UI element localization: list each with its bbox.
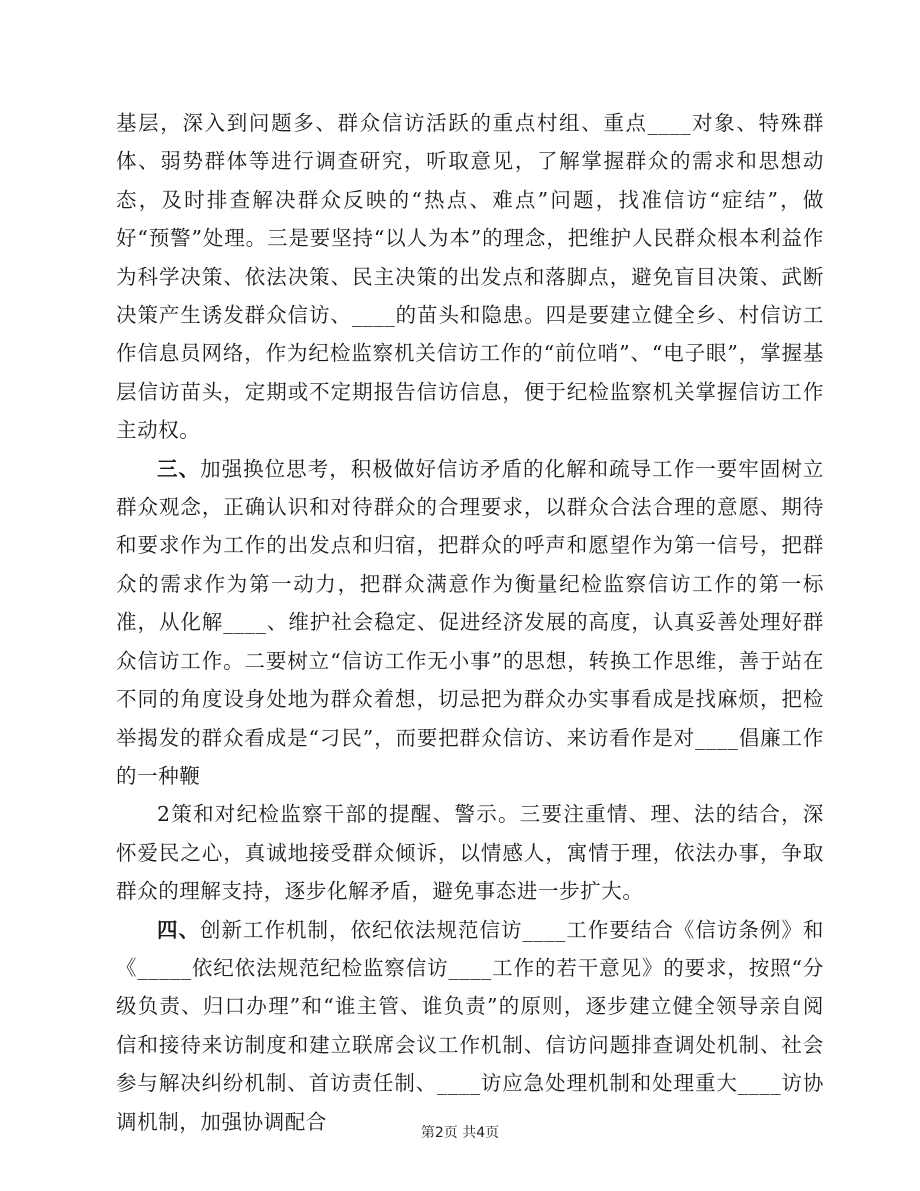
section-number: 三、 <box>157 456 201 481</box>
paragraph-text: 基层，深入到问题多、群众信访活跃的重点村组、重点____对象、特殊群体、弱势群体等进行调查研究，听取意见，了解掌握群众的需求和思想动态，及时排查解决群众反映的“热点、难点”问题，找准信访“症结”，做好“预警”处理。三是要坚持“以人为本”的理念，把维护人民群众根本利益作为科学决策、依法决策、民主决策的出发点和落脚点，避免盲目决策、武断决策产生诱发群众信访、____的苗头和隐患。四是要建立健全乡、村信访工作信息员网络，作为纪检监察机关信访工作的“前位哨”、“电子眼”，掌握基层信访苗头，定期或不定期报告信访信息，便于纪检监察机关掌握信访工作主动权。 <box>116 111 824 443</box>
paragraph-section-four <box>116 911 824 1141</box>
section-number: 四、 <box>157 917 201 942</box>
paragraph-section-three <box>116 450 824 796</box>
page-number-footer: 第2页 共4页 <box>420 1125 500 1141</box>
paragraph-text: 加强换位思考，积极做好信访矛盾的化解和疏导工作一要牢固树立群众观念，正确认识和对待群众的合理要求，以群众合法合理的意愿、期待和要求作为工作的出发点和归宿，把群众的呼声和愿望作为第一信号，把群众的需求作为第一动力，把群众满意作为衡量纪检监察信访工作的第一标准，从化解____、维护社会稳定、促进经济发展的高度，认真妥善处理好群众信访工作。二要树立“信访工作无小事”的思想，转换工作思维，善于站在不同的角度设身处地为群众着想，切忌把为群众办实事看成是找麻烦，把检举揭发的群众看成是“刁民”，而要把群众信访、来访看作是对____倡廉工作的一种鞭 <box>116 456 824 788</box>
paragraph-text: 创新工作机制，依纪依法规范信访____工作要结合《信访条例》和《_____依纪依法规范纪检监察信访____工作的若干意见》的要求，按照“分级负责、归口办理”和“谁主管、谁负责”的原则，逐步建立健全领导亲自阅信和接待来访制度和建立联席会议工作机制、信访问题排查调处机制、社会参与解决纠纷机制、首访责任制、____访应急处理机制和处理重大____访协调机制，加强协调配合 <box>116 917 824 1134</box>
paragraph-continuation <box>116 104 824 450</box>
paragraph-text: 2策和对纪检监察干部的提醒、警示。三要注重情、理、法的结合，深怀爱民之心，真诚地接受群众倾诉，以情感人，寓情于理，依法办事，争取群众的理解支持，逐步化解矛盾，避免事态进一步扩大。 <box>116 802 824 904</box>
document-body <box>116 104 824 1141</box>
paragraph-section-three-cont <box>116 795 824 910</box>
